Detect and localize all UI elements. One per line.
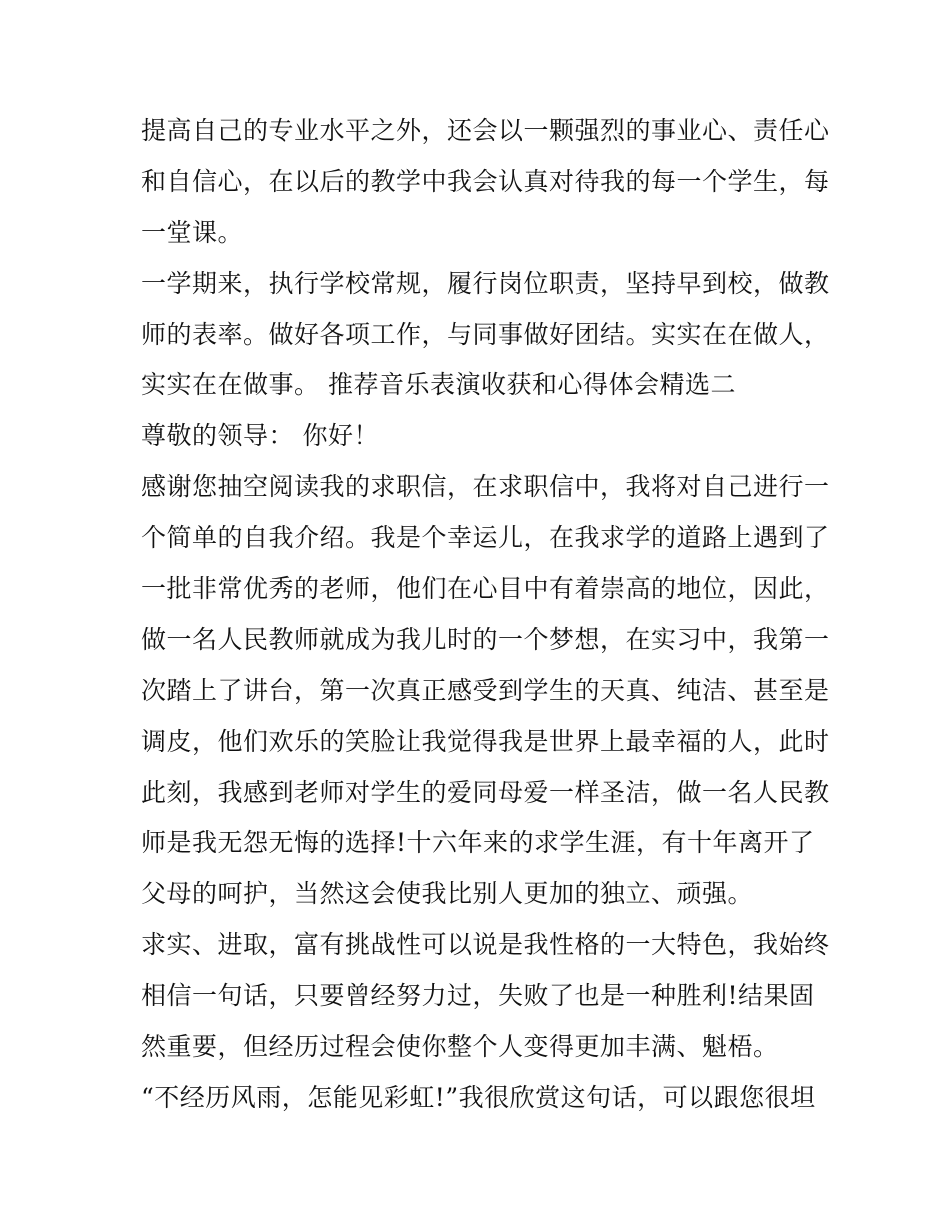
text-line: 师的表率。做好各项工作，与同事做好团结。实实在在做人， [141,319,830,349]
text-line: 和自信心，在以后的教学中我会认真对待我的每一个学生，每 [141,166,830,196]
text-line: 师是我无怨无悔的选择!十六年来的求学生涯，有十年离开了 [141,828,815,858]
text-line: 然重要，但经历过程会使你整个人变得更加丰满、魁梧。 [141,1032,779,1062]
text-line: 求实、进取，富有挑战性可以说是我性格的一大特色，我始终 [141,930,830,960]
text-line: 相信一句话，只要曾经努力过，失败了也是一种胜利!结果固 [141,981,815,1011]
text-line: 感谢您抽空阅读我的求职信，在求职信中，我将对自己进行一 [141,472,830,502]
text-line: 一学期来，执行学校常规，履行岗位职责，坚持早到校，做教 [141,268,830,298]
text-line: 次踏上了讲台，第一次真正感受到学生的天真、纯洁、甚至是 [141,675,830,705]
text-line: 一批非常优秀的老师，他们在心目中有着崇高的地位，因此， [141,574,830,604]
text-line: 尊敬的领导： 你好！ [141,421,379,451]
text-line: 调皮，他们欢乐的笑脸让我觉得我是世界上最幸福的人，此时 [141,726,830,756]
text-line: 实实在在做事。 推荐音乐表演收获和心得体会精选二 [141,370,736,400]
text-line: 一堂课。 [141,217,244,247]
text-line: 父母的呵护，当然这会使我比别人更加的独立、顽强。 [141,879,754,909]
text-line: 提高自己的专业水平之外，还会以一颗强烈的事业心、责任心 [141,116,830,145]
body-text [141,106,830,1124]
text-line: 此刻，我感到老师对学生的爱同母爱一样圣洁，做一名人民教 [141,777,830,807]
text-line: “不经历风雨，怎能见彩虹!”我很欣赏这句话，可以跟您很坦 [141,1082,816,1112]
text-line: 做一名人民教师就成为我儿时的一个梦想，在实习中，我第一 [141,624,830,654]
text-line: 个简单的自我介绍。我是个幸运儿，在我求学的道路上遇到了 [141,523,830,553]
